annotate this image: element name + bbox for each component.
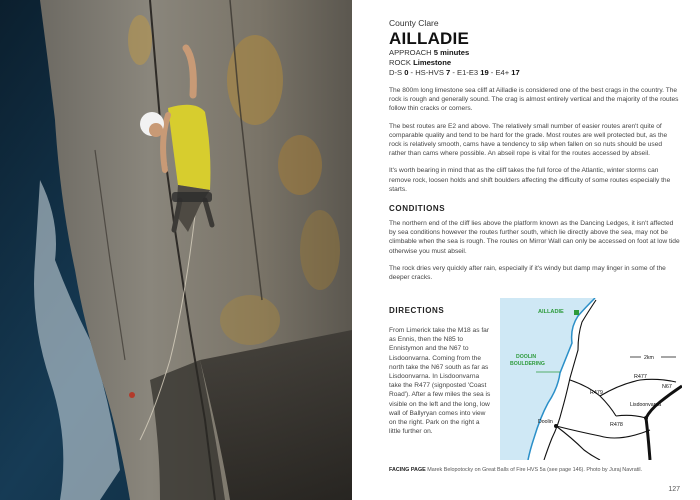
directions-text: From Limerick take the M18 as far as Ennis, then the N85 to Ennistymon and the N67 to Lisdoonvarna. Coming from the north take the N67 south as far as Lisdoonvarna. In Lisdoonvarna take the R477 (signposted 'Coast Road'). After a few miles the sea is visible on the left and the long, low wall of Ballyryan comes into view on the right. Park on the right a little further on. xyxy=(389,327,491,436)
rock-line xyxy=(389,58,681,68)
map-label-r477: R477 xyxy=(634,374,647,380)
approach-label: APPROACH xyxy=(389,48,432,57)
page-number: 127 xyxy=(668,486,680,493)
grade-count: 7 xyxy=(446,68,451,77)
photo-caption xyxy=(389,467,681,474)
ailladie-marker xyxy=(574,310,579,315)
approach-line xyxy=(389,48,681,58)
grade-count: 0 xyxy=(404,68,409,77)
directions-heading: DIRECTIONS xyxy=(389,306,445,315)
conditions-paragraph: The rock dries very quickly after rain, especially if it's windy but damp may linger in some of the deeper cracks. xyxy=(389,264,666,282)
grade-count: 17 xyxy=(511,68,520,77)
map-label-n67: N67 xyxy=(662,384,672,390)
map-scale: 2km xyxy=(644,355,654,361)
rock-label: ROCK xyxy=(389,58,411,67)
grade-label: E1-E3 xyxy=(457,68,479,77)
grade-count: 19 xyxy=(480,68,489,77)
region-label: County Clare xyxy=(389,18,439,28)
conditions-paragraph: The northern end of the cliff lies above the platform known as the Dancing Ledges, it isn't affected by sea conditions however the routes further south, which lie directly above the sea, may not be climbable when the sea is rough. The routes on Mirror Wall can only be accessed on foot at low tide otherwise you must abseil. xyxy=(389,220,680,255)
grade-label: HS-HVS xyxy=(415,68,444,77)
map-graphic xyxy=(500,298,682,460)
map-label-r478: R478 xyxy=(610,422,623,428)
caption-label: FACING PAGE xyxy=(389,467,426,473)
crag-title: AILLADIE xyxy=(389,29,469,48)
grade-label: D-S xyxy=(389,68,403,77)
guidebook-page xyxy=(389,18,681,282)
map-label-lisdoonvarna: Lisdoonvarna xyxy=(630,402,662,408)
map-label-r479: R479 xyxy=(590,390,603,396)
map-label-doolin-bouldering: DOOLIN xyxy=(516,354,537,360)
map-label-doolin-bouldering: BOULDERING xyxy=(510,361,545,367)
intro-paragraph: The 800m long limestone sea cliff at Ailladie is considered one of the best crags in the country. The rock is rough and generally sound. The crag is almost entirely vertical and the majority of the routes follow thin cracks or corners. xyxy=(389,87,679,113)
caption-text: Marek Belopotocky on Great Balls of Fire HVS 5a (see page 146). Photo by Juraj Navratil. xyxy=(427,467,643,473)
conditions-heading: CONDITIONS xyxy=(389,204,446,214)
location-map xyxy=(500,298,682,460)
intro-paragraph: The best routes are E2 and above. The relatively small number of easier routes aren't quite of comparable quality and tend to be hard for the grade. Most routes are well protected but, as the rock is relatively smooth, cams have a tendency to slip when fallen on so nuts should be used rather than cams where possible. An abseil rope is vital for the routes accessed by abseil. xyxy=(389,122,668,158)
rock-value: Limestone xyxy=(413,58,452,67)
intro-paragraph: It's worth bearing in mind that as the cliff takes the full force of the Atlantic, winter storms can remove rock, loosen holds and shift boulders affecting the difficulty of some routes especially the starts. xyxy=(389,167,671,193)
grade-breakdown: D-S 0 - HS-HVS 7 - E1-E3 19 - E4+ 17 xyxy=(389,68,520,77)
map-label-ailladie: AILLADIE xyxy=(538,309,564,315)
map-label-doolin: Doolin xyxy=(538,419,553,425)
approach-value: 5 minutes xyxy=(433,48,470,57)
grade-label: E4+ xyxy=(495,68,510,77)
